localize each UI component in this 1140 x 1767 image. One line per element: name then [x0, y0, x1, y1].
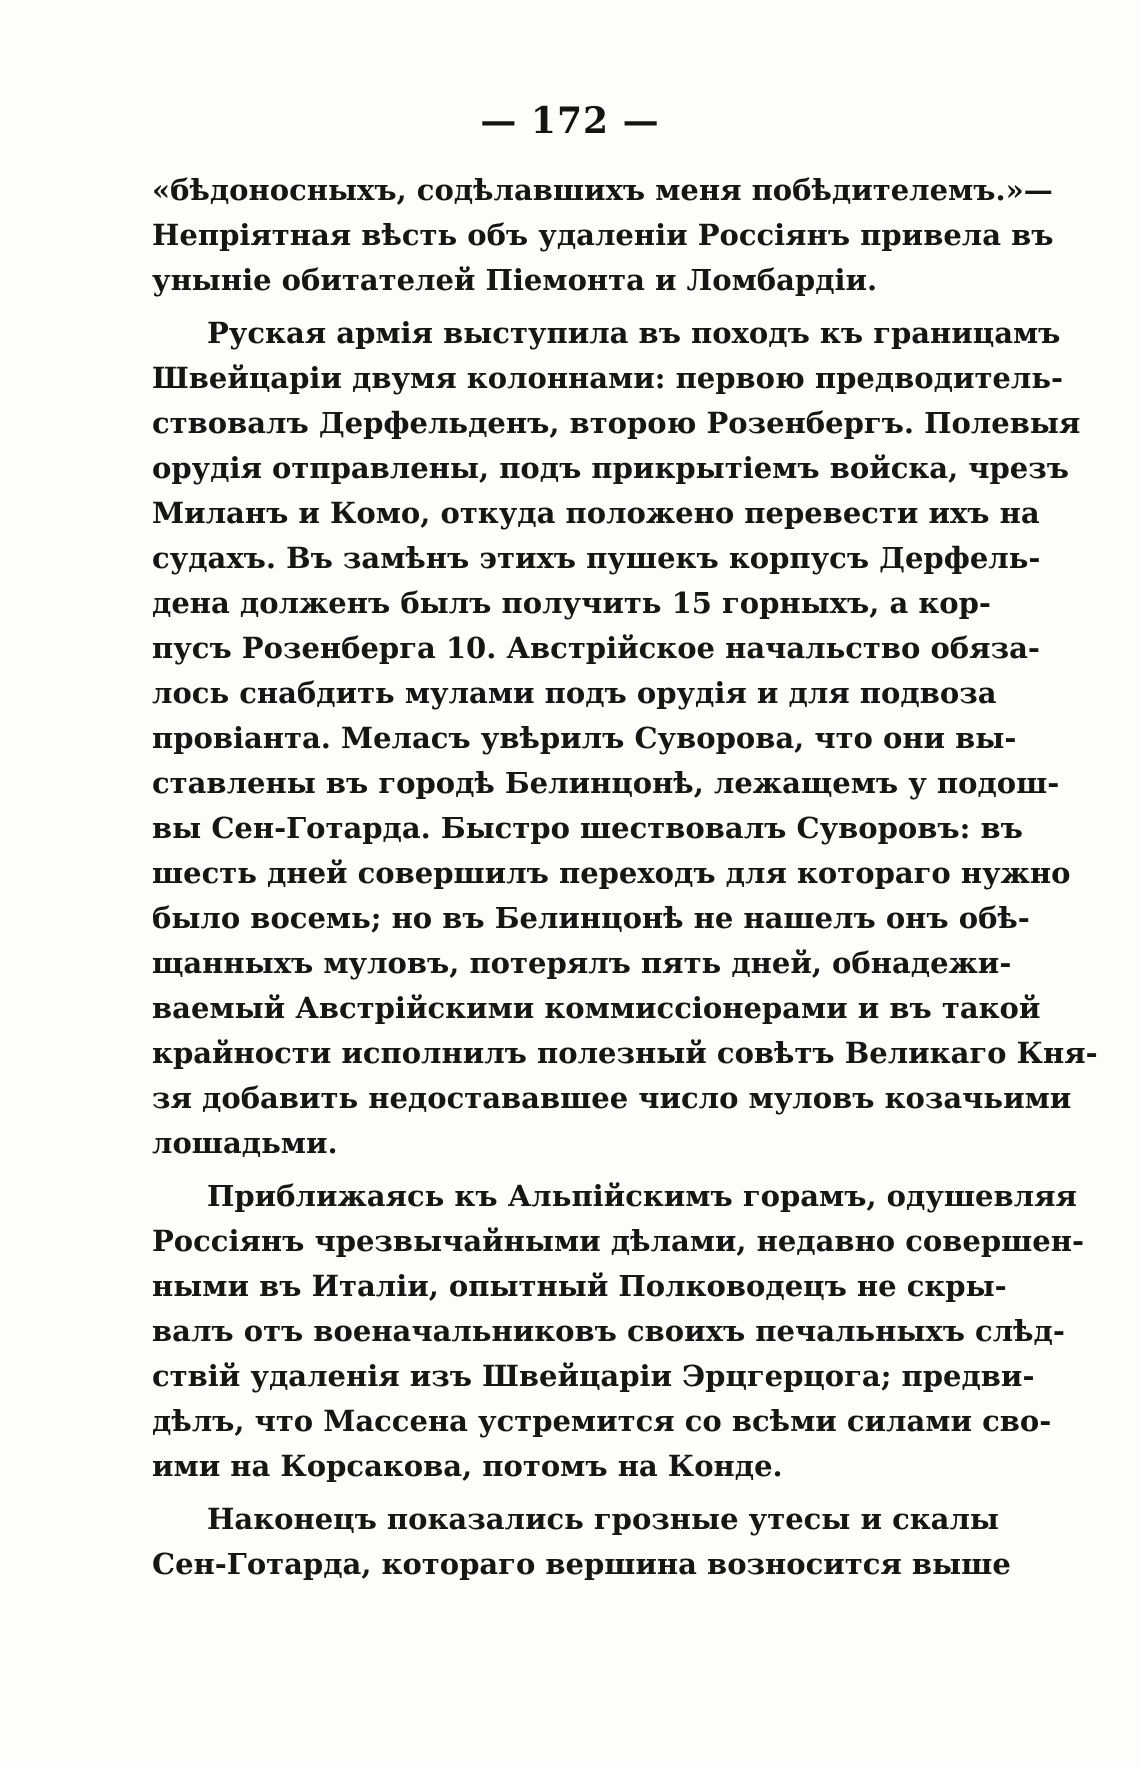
text-line: Сен-Готарда, котораго вершина возносится выше — [152, 1547, 1011, 1581]
text-line: Непріятная вѣсть объ удаленіи Россіянъ привела въ — [152, 218, 1054, 252]
text-line: ими на Корсакова, потомъ на Конде. — [152, 1449, 783, 1483]
text-line: ными въ Италіи, опытный Полководецъ не скры- — [152, 1269, 1007, 1303]
text-line: крайности исполнилъ полезный совѣтъ Великаго Кня- — [152, 1036, 1098, 1070]
text-line: валъ отъ военачальниковъ своихъ печальныхъ слѣд- — [152, 1314, 1065, 1348]
page-body-text — [152, 168, 1098, 1587]
text-line: Россіянъ чрезвычайными дѣлами, недавно совершен- — [152, 1224, 1084, 1258]
text-line: ствій удаленія изъ Швейцаріи Эрцгерцога; предви- — [152, 1359, 1035, 1393]
text-line: Швейцаріи двумя колоннами: первою предводитель- — [152, 361, 1064, 395]
paragraph — [152, 1174, 1084, 1489]
paragraph-gap — [152, 303, 972, 311]
paragraph-gap — [152, 1166, 972, 1174]
text-line: «бѣдоносныхъ, содѣлавшихъ меня побѣдителемъ.»— — [152, 173, 1053, 207]
text-line: Приближаясь къ Альпійскимъ горамъ, одушевляя — [207, 1179, 1077, 1213]
text-line: дена долженъ былъ получить 15 горныхъ, а кор- — [152, 586, 991, 620]
text-line: провіанта. Меласъ увѣрилъ Суворова, что они вы- — [152, 721, 1017, 755]
text-line: щанныхъ муловъ, потерялъ пять дней, обнадежи- — [152, 946, 1012, 980]
text-line: судахъ. Въ замѣнъ этихъ пушекъ корпусъ Дерфель- — [152, 541, 1041, 575]
text-line: уныніе обитателей Піемонта и Ломбардіи. — [152, 263, 878, 297]
text-line: орудія отправлены, подъ прикрытіемъ войска, чрезъ — [152, 451, 1069, 485]
text-line: Руская армія выступила въ походъ къ границамъ — [207, 316, 1061, 350]
text-line: ставлены въ городѣ Белинцонѣ, лежащемъ у подош- — [152, 766, 1060, 800]
text-line: было восемь; но въ Белинцонѣ не нашелъ онъ обѣ- — [152, 901, 1030, 935]
text-line: Миланъ и Комо, откуда положено перевести ихъ на — [152, 496, 1040, 530]
text-line: шесть дней совершилъ переходъ для котораго нужно — [152, 856, 1071, 890]
text-line: ствовалъ Дерфельденъ, второю Розенбергъ. Полевыя — [152, 406, 1081, 440]
text-line: дѣлъ, что Массена устремится со всѣми силами сво- — [152, 1404, 1052, 1438]
text-line: пусъ Розенберга 10. Австрійское начальство обяза- — [152, 631, 1040, 665]
paragraph — [152, 168, 1054, 303]
text-line: зя добавить недостававшее число муловъ козачьими — [152, 1081, 1072, 1115]
paragraph — [152, 1497, 1011, 1587]
paragraph-gap — [152, 1489, 972, 1497]
paragraph — [152, 311, 1098, 1166]
page-number: — 172 — — [480, 100, 660, 142]
text-line: ваемый Австрійскими коммиссіонерами и въ такой — [152, 991, 1041, 1025]
text-line: лошадьми. — [152, 1126, 338, 1160]
text-line: вы Сен-Готарда. Быстро шествовалъ Суворовъ: въ — [152, 811, 1023, 845]
text-line: Наконецъ показались грозные утесы и скалы — [207, 1502, 999, 1536]
text-line: лось снабдить мулами подъ орудія и для подвоза — [152, 676, 997, 710]
